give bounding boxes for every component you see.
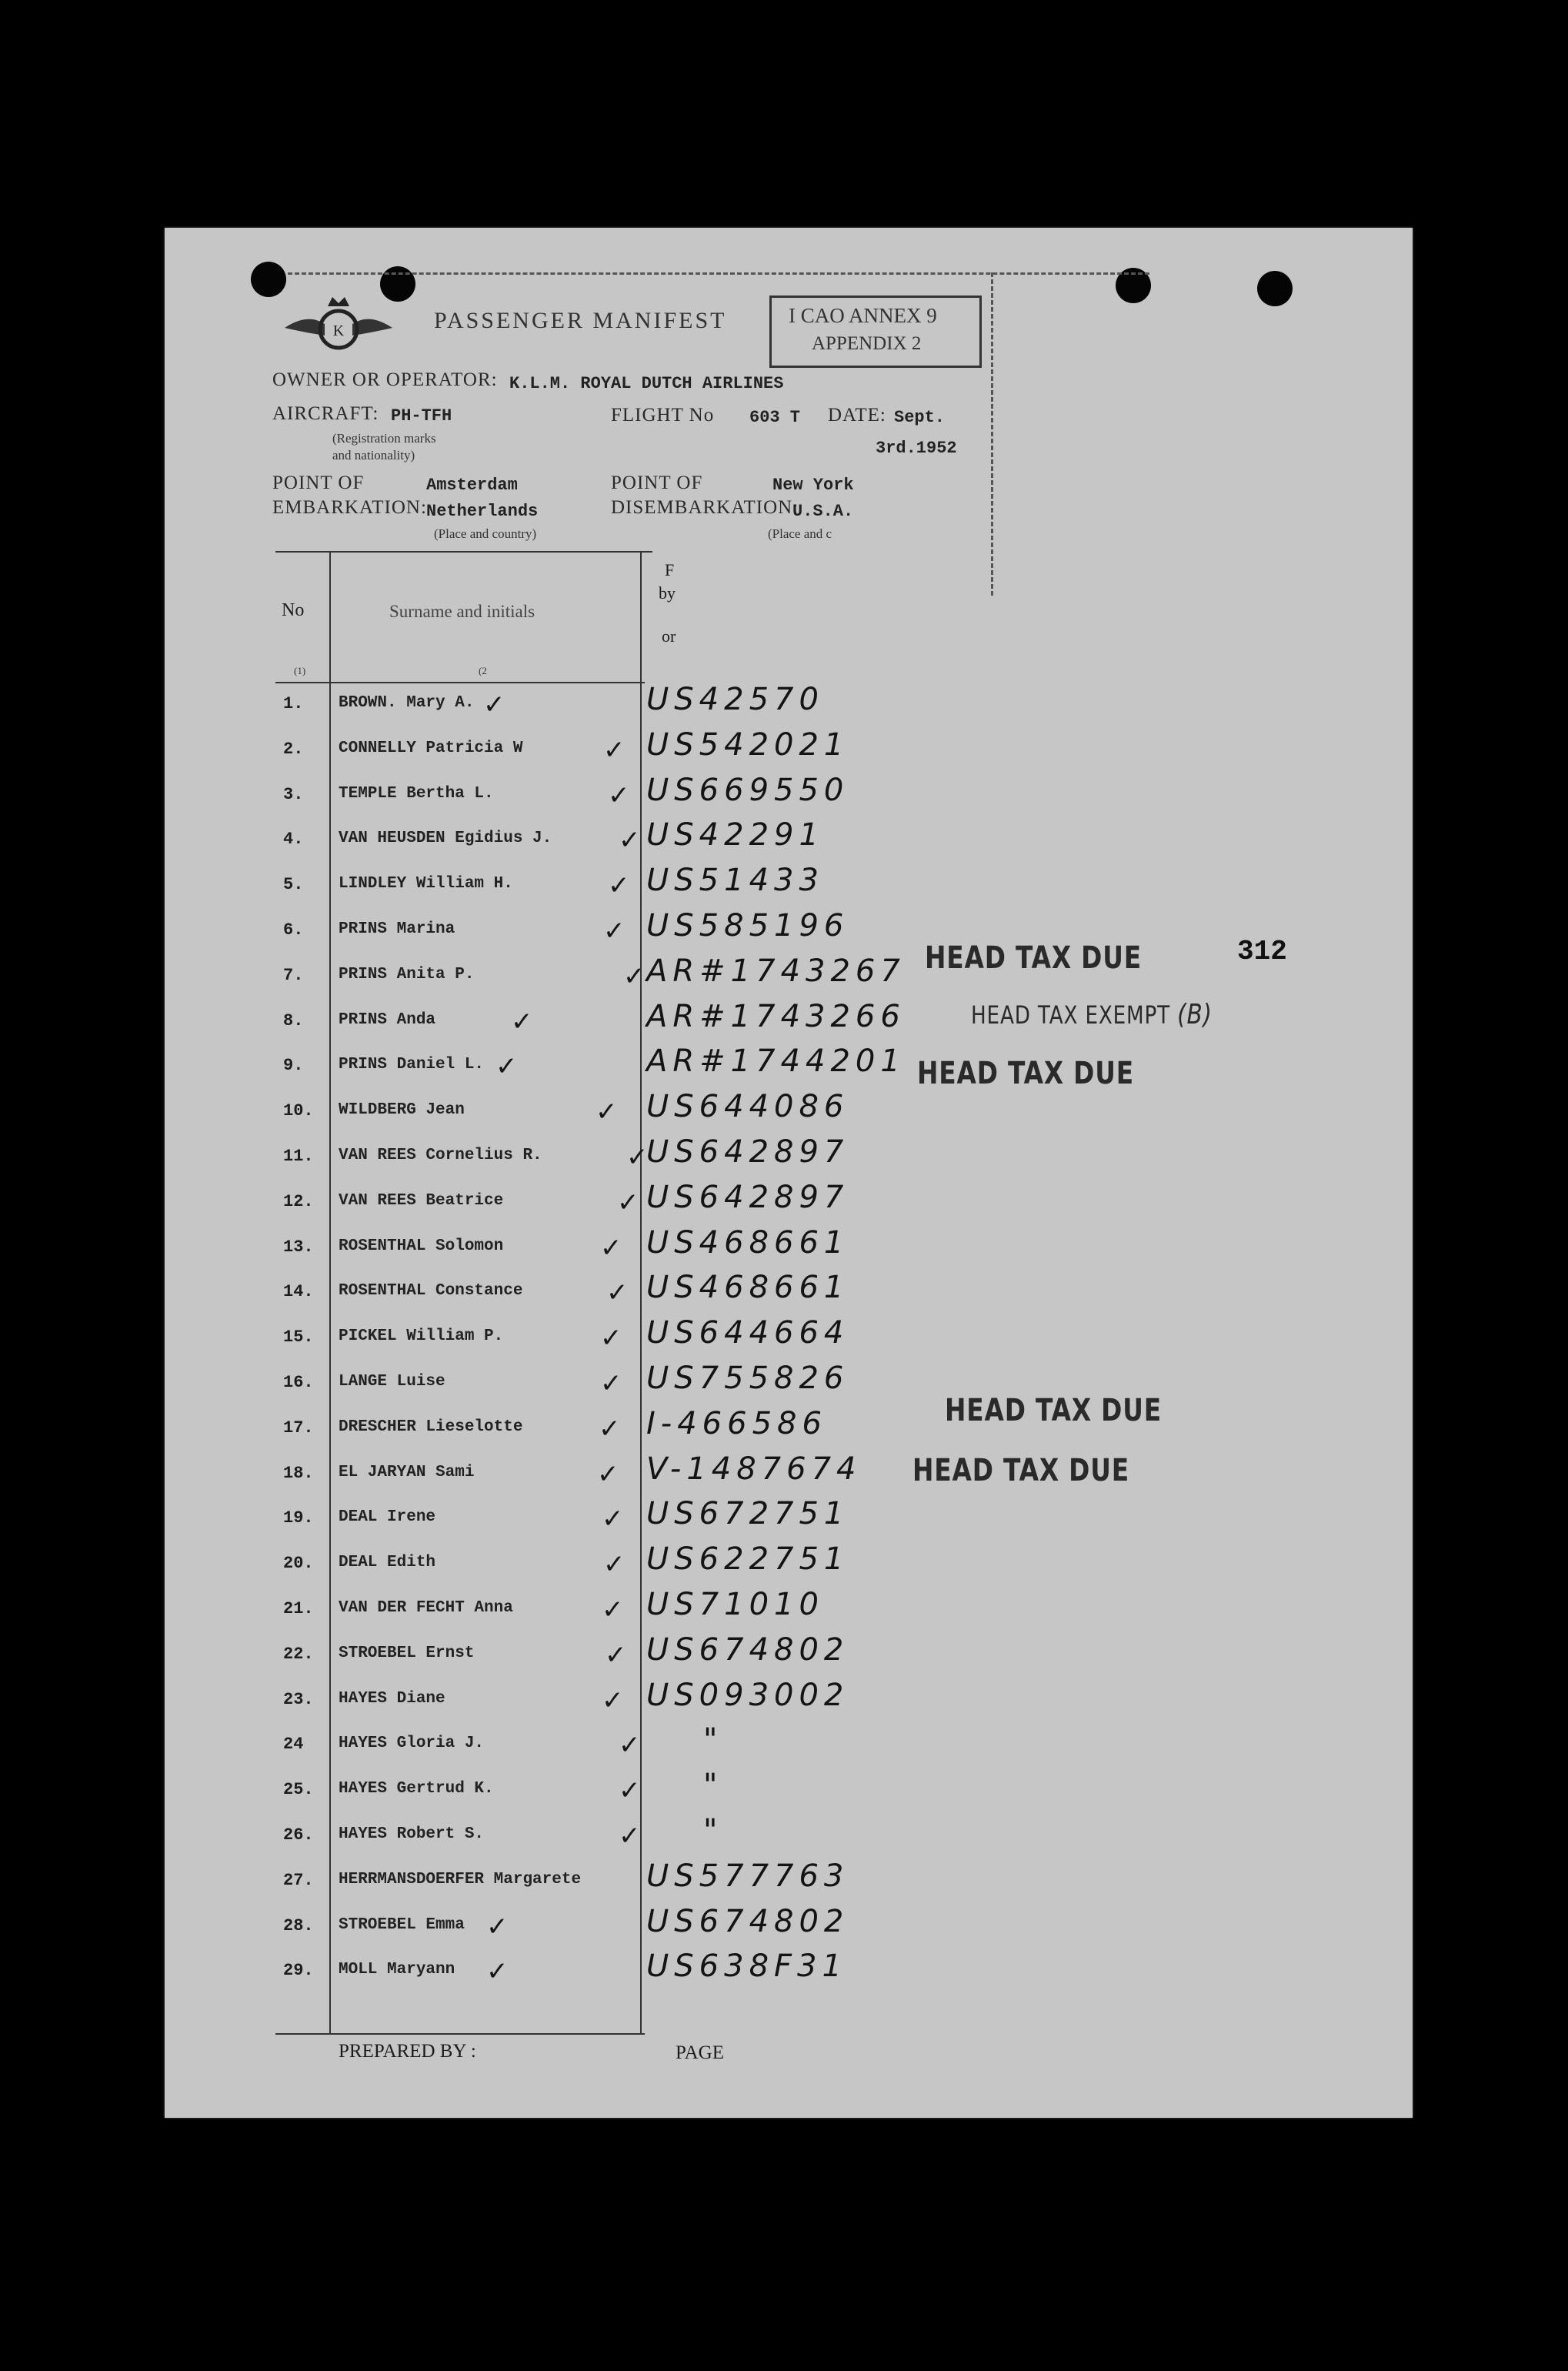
- table-row: [165, 1405, 1011, 1464]
- row-number: 7.: [283, 965, 304, 985]
- column-index: (2: [479, 665, 487, 676]
- passenger-name: HERRMANSDOERFER Margarete: [339, 1870, 582, 1888]
- document-number: US638F31: [646, 1949, 847, 1985]
- check-mark-icon: ✓: [495, 1051, 518, 1083]
- table-row: [165, 1813, 1011, 1872]
- table-row: [165, 1768, 1011, 1826]
- passenger-name: STROEBEL Emma: [339, 1915, 465, 1934]
- icao-box: [769, 296, 982, 368]
- owner-label: OWNER OR OPERATOR:: [272, 369, 498, 390]
- row-number: 27.: [283, 1870, 314, 1890]
- document-number: US672751: [646, 1496, 849, 1532]
- document-number: US42291: [646, 817, 824, 853]
- row-number: 11.: [283, 1147, 314, 1166]
- row-number: 15.: [283, 1327, 314, 1347]
- svg-text:K: K: [332, 322, 345, 339]
- row-number: 3.: [283, 784, 304, 804]
- table-row: [165, 726, 1011, 786]
- check-mark-icon: ✓: [626, 1142, 649, 1173]
- manifest-title: PASSENGER MANIFEST: [434, 308, 727, 333]
- passenger-name: DEAL Edith: [339, 1554, 436, 1572]
- column-header-doc: F: [665, 560, 675, 579]
- check-mark-icon: ✓: [605, 1639, 627, 1671]
- document-number: US71010: [646, 1587, 824, 1622]
- passenger-name: CONNELLY Patricia W: [339, 739, 523, 757]
- document-number: AR#1743267: [646, 953, 906, 989]
- passenger-name: LANGE Luise: [339, 1373, 445, 1391]
- check-mark-icon: ✓: [486, 1956, 509, 1988]
- passenger-name: TEMPLE Bertha L.: [339, 784, 494, 803]
- table-row: [165, 1315, 1011, 1374]
- column-index: (1): [294, 665, 306, 676]
- row-number: 6.: [283, 920, 304, 940]
- document-number: US585196: [646, 908, 849, 943]
- document-number: US42570: [646, 682, 824, 717]
- passenger-name: VAN HEUSDEN Egidius J.: [339, 830, 552, 848]
- column-header-doc: or: [662, 626, 676, 646]
- passenger-name: VAN DER FECHT Anna: [339, 1599, 513, 1617]
- table-row: [165, 1722, 1011, 1781]
- passenger-name: PRINS Daniel L.: [339, 1056, 485, 1074]
- document-number: US51433: [646, 863, 824, 899]
- check-mark-icon: ✓: [602, 1595, 624, 1625]
- manifest-page: [165, 228, 1413, 2118]
- document-number: AR#1744201: [646, 1044, 906, 1080]
- table-row: [165, 817, 1011, 876]
- check-mark-icon: ✓: [602, 1504, 624, 1535]
- form-top-border: [288, 272, 1149, 275]
- check-mark-icon: ✓: [483, 690, 505, 720]
- check-mark-icon: ✓: [606, 1277, 629, 1309]
- check-mark-icon: ✓: [603, 734, 626, 766]
- table-row: [165, 1496, 1011, 1555]
- disembark-value: New York: [772, 476, 854, 495]
- row-number: 8.: [283, 1010, 304, 1030]
- passenger-name: PRINS Anita P.: [339, 965, 475, 983]
- table-row: [165, 1224, 1011, 1284]
- row-number: 19.: [283, 1508, 314, 1528]
- check-mark-icon: ✓: [596, 1097, 618, 1128]
- row-number: 25.: [283, 1780, 314, 1800]
- passenger-name: HAYES Diane: [339, 1689, 445, 1708]
- head-tax-stamp: HEAD TAX DUE: [912, 1453, 1129, 1488]
- check-mark-icon: ✓: [600, 1368, 622, 1399]
- embark-value: Netherlands: [426, 502, 539, 521]
- page-label: PAGE: [676, 2042, 724, 2063]
- passenger-name: VAN REES Cornelius R.: [339, 1147, 542, 1164]
- flight-value: 603 T: [749, 408, 801, 427]
- aircraft-label: AIRCRAFT:: [272, 403, 379, 424]
- row-number: 22.: [283, 1644, 314, 1664]
- header-bottom-rule: [275, 682, 645, 683]
- document-number: AR#1743266: [646, 998, 906, 1034]
- table-row: [165, 1134, 1011, 1193]
- passenger-name: ROSENTHAL Solomon: [339, 1237, 504, 1255]
- table-row: [165, 1677, 1011, 1736]
- document-number: US468661: [646, 1224, 849, 1261]
- row-number: 21.: [283, 1599, 314, 1618]
- head-tax-stamp: HEAD TAX DUE: [945, 1393, 1162, 1428]
- punch-hole: [1257, 271, 1293, 306]
- document-number: US674802: [646, 1903, 849, 1939]
- document-number: ": [703, 1768, 723, 1804]
- document-number: ": [703, 1813, 723, 1848]
- row-number: 29.: [283, 1961, 314, 1981]
- document-number: US755826: [646, 1361, 849, 1396]
- document-number: ": [703, 1722, 723, 1758]
- check-mark-icon: ✓: [602, 1685, 624, 1716]
- row-number: 4.: [283, 830, 304, 850]
- row-number: 5.: [283, 875, 304, 895]
- table-row: [165, 1451, 1011, 1510]
- document-number: US542021: [646, 726, 849, 763]
- embark-label: EMBARKATION:: [272, 497, 427, 518]
- embark-note: (Place and country): [434, 526, 537, 541]
- row-number: 14.: [283, 1282, 314, 1302]
- check-mark-icon: ✓: [597, 1458, 619, 1490]
- row-number: 18.: [283, 1463, 314, 1483]
- table-row: [165, 1903, 1011, 1962]
- check-mark-icon: ✓: [600, 1323, 622, 1354]
- check-mark-icon: ✓: [603, 916, 626, 947]
- table-top-rule: [275, 551, 652, 553]
- form-right-border: [991, 272, 993, 596]
- table-row: [165, 1270, 1011, 1328]
- document-number: US674802: [646, 1631, 849, 1668]
- passenger-name: PRINS Marina: [339, 920, 455, 938]
- row-number: 1.: [283, 694, 304, 713]
- table-row: [165, 772, 1011, 831]
- passenger-name: PICKEL William P.: [339, 1327, 504, 1346]
- row-number: 17.: [283, 1418, 314, 1438]
- table-row: [165, 1361, 1011, 1419]
- passenger-name: LINDLEY William H.: [339, 875, 513, 893]
- aircraft-note: and nationality): [332, 448, 415, 463]
- klm-crown-logo: [277, 289, 400, 359]
- stamp-text: HEAD TAX EXEMPT: [971, 1000, 1170, 1030]
- check-mark-icon: ✓: [619, 825, 641, 857]
- check-mark-icon: ✓: [600, 1232, 622, 1264]
- passenger-name: PRINS Anda: [339, 1010, 436, 1029]
- aircraft-note: (Registration marks: [332, 431, 436, 446]
- row-number: 26.: [283, 1825, 314, 1845]
- table-row: [165, 1044, 1011, 1102]
- disembark-label: DISEMBARKATION:: [611, 497, 799, 518]
- stamp-mark: (B): [1177, 999, 1213, 1030]
- flight-label: FLIGHT No: [611, 405, 715, 426]
- check-mark-icon: ✓: [619, 1821, 641, 1852]
- check-mark-icon: ✓: [511, 1006, 533, 1037]
- passenger-name: BROWN. Mary A.: [339, 694, 475, 712]
- prepared-by-label: PREPARED BY :: [339, 2041, 476, 2062]
- document-number: V-1487674: [646, 1451, 862, 1487]
- date-label: DATE:: [828, 405, 886, 426]
- document-number: US642897: [646, 1179, 849, 1215]
- head-tax-exempt-stamp: [971, 999, 1213, 1030]
- row-number: 23.: [283, 1689, 314, 1709]
- passenger-name: MOLL Maryann: [339, 1961, 455, 1979]
- table-row: [165, 1089, 1011, 1147]
- icao-appendix: APPENDIX 2: [812, 333, 922, 354]
- passenger-name: WILDBERG Jean: [339, 1101, 465, 1120]
- table-row: [165, 1631, 1011, 1691]
- check-mark-icon: ✓: [599, 1413, 621, 1444]
- passenger-name: HAYES Gertrud K.: [339, 1780, 494, 1798]
- passenger-name: DRESCHER Lieselotte: [339, 1418, 523, 1436]
- table-bottom-rule: [275, 2033, 645, 2035]
- document-number: US644664: [646, 1315, 849, 1351]
- passenger-name: HAYES Robert S.: [339, 1825, 485, 1843]
- disembark-value: U.S.A.: [792, 502, 854, 521]
- embark-value: Amsterdam: [426, 476, 518, 495]
- page-number: 312: [1237, 936, 1287, 967]
- table-row: [165, 1541, 1011, 1600]
- row-number: 20.: [283, 1554, 314, 1574]
- document-number: US622751: [646, 1541, 849, 1578]
- passenger-name: EL JARYAN Sami: [339, 1463, 475, 1481]
- aircraft-value: PH-TFH: [391, 406, 452, 426]
- check-mark-icon: ✓: [608, 780, 630, 811]
- column-header-name: Surname and initials: [389, 602, 535, 621]
- row-number: 16.: [283, 1373, 314, 1392]
- table-row: [165, 1587, 1011, 1645]
- table-row: [165, 1179, 1011, 1238]
- head-tax-stamp: HEAD TAX DUE: [917, 1056, 1134, 1091]
- passenger-name: ROSENTHAL Constance: [339, 1282, 523, 1301]
- row-number: 9.: [283, 1056, 304, 1076]
- document-number: US644086: [646, 1089, 849, 1125]
- table-row: [165, 863, 1011, 921]
- passenger-name: DEAL Irene: [339, 1508, 436, 1527]
- document-number: US093002: [646, 1677, 849, 1713]
- document-number: US669550: [646, 772, 849, 808]
- row-number: 12.: [283, 1191, 314, 1211]
- row-number: 10.: [283, 1101, 314, 1121]
- document-number: US468661: [646, 1270, 849, 1306]
- table-row: [165, 1858, 1011, 1917]
- column-header-doc: by: [659, 583, 676, 603]
- disembark-note: (Place and c: [768, 526, 832, 541]
- check-mark-icon: ✓: [623, 960, 646, 992]
- row-number: 24: [283, 1735, 304, 1755]
- embark-label: POINT OF: [272, 473, 365, 493]
- check-mark-icon: ✓: [603, 1549, 626, 1581]
- owner-value: K.L.M. ROYAL DUTCH AIRLINES: [509, 374, 784, 393]
- row-number: 28.: [283, 1915, 314, 1935]
- table-row: [165, 1949, 1011, 2007]
- document-number: I-466586: [646, 1405, 827, 1441]
- check-mark-icon: ✓: [486, 1911, 509, 1942]
- table-row: [165, 682, 1011, 740]
- date-value: Sept.: [894, 408, 946, 427]
- row-number: 2.: [283, 739, 304, 759]
- passenger-name: VAN REES Beatrice: [339, 1191, 504, 1210]
- column-header-no: No: [282, 600, 305, 620]
- passenger-name: HAYES Gloria J.: [339, 1735, 485, 1753]
- row-number: 13.: [283, 1237, 314, 1257]
- check-mark-icon: ✓: [619, 1730, 641, 1762]
- head-tax-stamp: HEAD TAX DUE: [925, 940, 1142, 976]
- icao-annex: I CAO ANNEX 9: [789, 304, 937, 327]
- check-mark-icon: ✓: [608, 870, 630, 902]
- check-mark-icon: ✓: [619, 1775, 641, 1807]
- document-number: US642897: [646, 1134, 849, 1170]
- check-mark-icon: ✓: [617, 1187, 639, 1218]
- document-number: US577763: [646, 1858, 849, 1894]
- disembark-label: POINT OF: [611, 473, 703, 493]
- date-value: 3rd.1952: [876, 439, 957, 458]
- passenger-name: STROEBEL Ernst: [339, 1644, 475, 1662]
